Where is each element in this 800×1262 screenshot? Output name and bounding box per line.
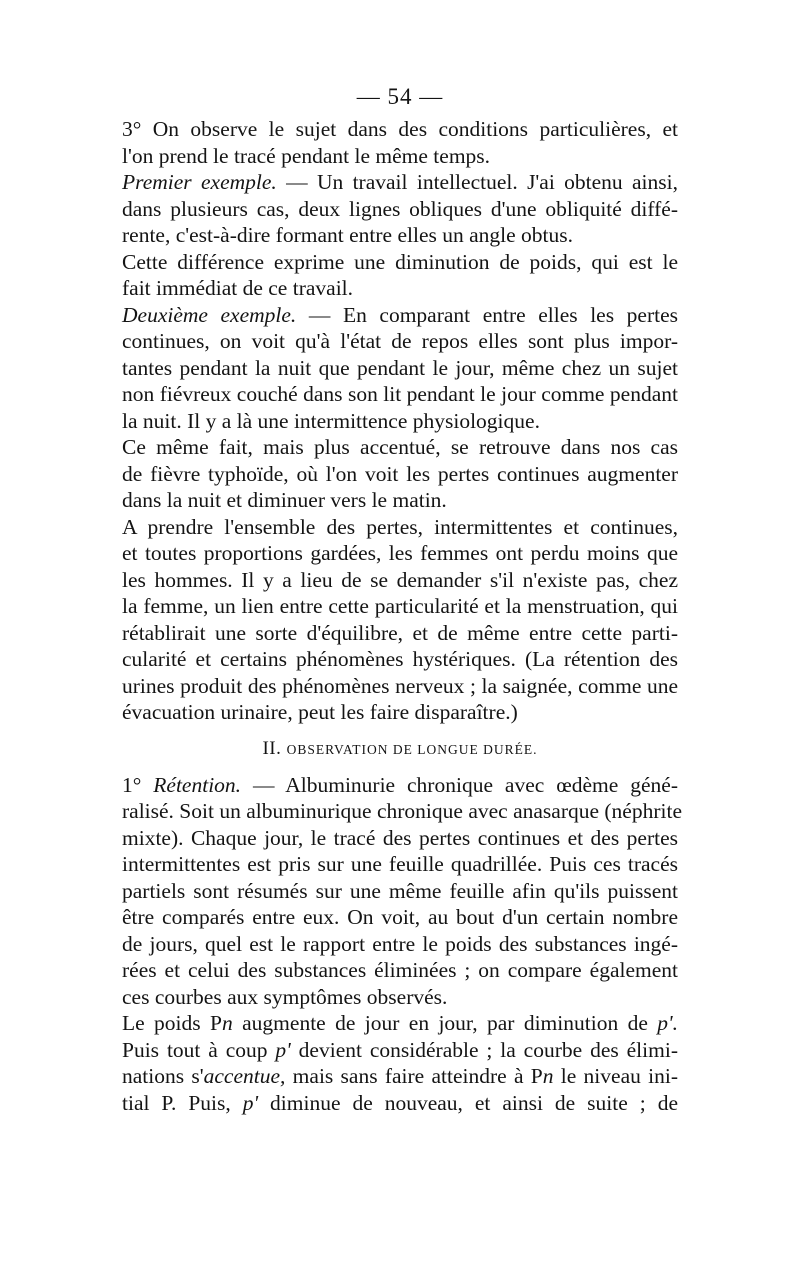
text-line	[122, 904, 678, 931]
text-run: 1°	[122, 772, 154, 797]
text-line	[122, 646, 678, 673]
text-run: non fiévreux couché dans son lit pendant le jour comme pendant	[122, 382, 678, 406]
text-run: mais sans faire atteindre à P	[285, 1064, 543, 1088]
italic-text: Deuxième exemple.	[122, 302, 297, 327]
text-run: devient considérable ; la courbe des élimi-	[290, 1037, 678, 1062]
text-run: et toutes proportions gardées, les femmes ont perdu moins que	[122, 541, 678, 565]
text-line	[122, 957, 678, 984]
text-line	[122, 249, 678, 276]
text-line	[122, 984, 678, 1011]
text-run: 3° On observe le sujet dans des conditions particulières, et	[122, 117, 678, 141]
text-run: rente, c'est-à-dire formant entre elles un angle obtus.	[122, 223, 574, 247]
text-run: intermittentes est pris sur une feuille quadrillée. Puis ces tracés	[122, 852, 678, 876]
text-line	[122, 381, 678, 408]
text-line	[122, 798, 682, 825]
text-line	[122, 408, 678, 435]
text-run: ces courbes aux symptômes observés.	[122, 984, 448, 1009]
text-run: l'on prend le tracé pendant le même temps.	[122, 143, 491, 168]
section-paragraphs	[122, 772, 682, 1117]
italic-text: n	[222, 1011, 233, 1035]
italic-text: p'.	[657, 1011, 678, 1035]
italic-text: n	[542, 1064, 554, 1088]
text-run: dans plusieurs cas, deux lignes obliques d'une obliquité diffé-	[122, 196, 678, 221]
text-line	[122, 275, 678, 302]
text-line	[122, 355, 678, 382]
text-line	[122, 878, 678, 905]
text-run: tial P. Puis,	[122, 1090, 243, 1115]
text-line	[122, 169, 678, 196]
text-line	[122, 143, 678, 170]
text-line	[122, 1090, 678, 1117]
text-line	[122, 222, 678, 249]
text-run: A prendre l'ensemble des pertes, intermittentes et continues,	[122, 514, 678, 539]
text-run: continues, on voit qu'à l'état de repos elles sont plus impor-	[122, 329, 678, 353]
text-run: Puis tout à coup	[122, 1037, 276, 1062]
text-line	[122, 514, 678, 541]
text-line	[122, 620, 678, 647]
text-line	[122, 540, 678, 567]
text-line	[122, 567, 678, 594]
text-line	[122, 302, 678, 329]
text-run: — En comparant entre elles les pertes	[296, 302, 678, 327]
text-run: rées et celui des substances éliminées ; on compare également	[122, 958, 678, 982]
text-run: — Albuminurie chronique avec œdème géné-	[241, 772, 678, 797]
italic-text: Premier exemple.	[122, 170, 277, 194]
text-run: tantes pendant la nuit que pendant le jour, même chez un sujet	[122, 355, 678, 380]
text-run: de fièvre typhoïde, où l'on voit les pertes continues augmenter	[122, 461, 678, 486]
text-run: ralisé. Soit un albuminurique chronique avec anasarque (néphrite	[122, 799, 682, 823]
page-number: — 54 —	[356, 84, 444, 109]
body-paragraphs	[122, 116, 678, 726]
section-title: OBSERVATION DE LONGUE DURÉE.	[286, 741, 538, 757]
section-heading	[122, 726, 678, 772]
text-run: mixte). Chaque jour, le tracé des pertes continues et des pertes	[122, 825, 678, 850]
text-line	[122, 328, 678, 355]
text-run: la nuit. Il y a là une intermittence physiologique.	[122, 408, 540, 433]
text-run: la femme, un lien entre cette particularité et la menstruation, qui	[122, 594, 678, 618]
italic-text: p'	[242, 1090, 259, 1115]
italic-text: Rétention.	[153, 772, 242, 797]
text-line	[122, 434, 678, 461]
text-run: le niveau ini-	[553, 1064, 678, 1088]
text-run: dans la nuit et diminuer vers le matin.	[122, 488, 447, 512]
text-line	[122, 1037, 678, 1064]
text-line	[122, 699, 678, 726]
text-run: rétablirait une sorte d'équilibre, et de même entre cette parti-	[122, 620, 678, 645]
text-run: partiels sont résumés sur une même feuille afin qu'ils puissent	[122, 878, 678, 903]
text-run: les hommes. Il y a lieu de se demander s'il n'existe pas, chez	[122, 567, 678, 592]
text-run: de jours, quel est le rapport entre le poids des substances ingé-	[122, 931, 678, 956]
text-line	[122, 772, 678, 799]
text-line	[122, 825, 678, 852]
text-line	[122, 1010, 678, 1037]
text-line	[122, 1063, 678, 1090]
text-line	[122, 593, 678, 620]
text-line	[122, 196, 678, 223]
text-run: urines produit des phénomènes nerveux ; la saignée, comme une	[122, 673, 678, 698]
text-run: diminue de nouveau, et ainsi de suite ; de	[258, 1090, 678, 1115]
text-line	[122, 487, 678, 514]
text-line	[122, 851, 678, 878]
text-run: être comparés entre eux. On voit, au bout d'un certain nombre	[122, 905, 678, 929]
text-line	[122, 673, 678, 700]
text-run: Cette différence exprime une diminution de poids, qui est le	[122, 249, 678, 274]
italic-text: p'	[275, 1037, 291, 1062]
text-run: fait immédiat de ce travail.	[122, 276, 354, 300]
text-line	[122, 461, 678, 488]
text-run: Le poids P	[122, 1011, 222, 1035]
text-line	[122, 116, 678, 143]
text-run: augmente de jour en jour, par diminution de	[232, 1011, 658, 1035]
page-text	[122, 116, 682, 1116]
text-run: cularité et certains phénomènes hystériques. (La rétention des	[122, 647, 678, 671]
text-line	[122, 931, 678, 958]
text-run: Ce même fait, mais plus accentué, se retrouve dans nos cas	[122, 435, 678, 459]
text-run: évacuation urinaire, peut les faire disparaître.)	[122, 700, 518, 724]
section-numeral: II.	[262, 737, 282, 759]
text-run: — Un travail intellectuel. J'ai obtenu ainsi,	[276, 170, 678, 194]
text-run: nations s'	[122, 1064, 204, 1088]
italic-text: accentue,	[203, 1064, 286, 1088]
